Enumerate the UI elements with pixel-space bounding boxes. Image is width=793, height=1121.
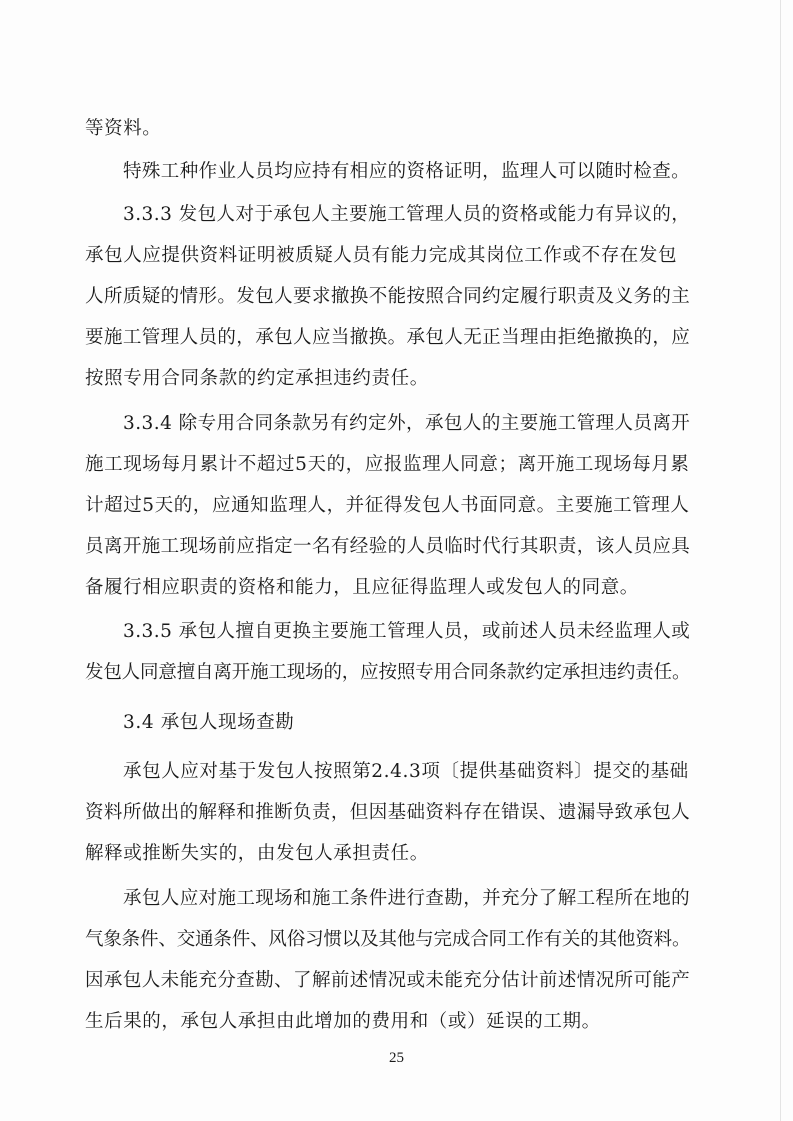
text-line-3: 3.3.3 发包人对于承包人主要施工管理人员的资格或能力有异议的， [123,204,691,225]
text-line-19: 承包人应对施工现场和施工条件进行查勘，并充分了解工程所在地的 [123,888,691,909]
page-number: 25 [389,1050,404,1066]
text-line-14: 发包人同意擅自离开施工现场的，应按照专用合同条款约定承担违约责任。 [85,662,691,683]
section-heading: 3.4 承包人现场查勘 [123,712,295,733]
text-line-2: 特殊工种作业人员均应持有相应的资格证明，监理人可以随时检查。 [123,161,691,182]
text-line-8: 3.3.4 除专用合同条款另有约定外，承包人的主要施工管理人员离开 [123,413,691,434]
text-line-18: 解释或推断失实的，由发包人承担责任。 [85,843,429,864]
text-line-12: 备履行相应职责的资格和能力，且应征得监理人或发包人的同意。 [85,577,639,598]
scan-edge-line [780,0,781,1121]
text-line-16: 承包人应对基于发包人按照第2.4.3项〔提供基础资料〕提交的基础 [123,761,689,782]
text-line-17: 资料所做出的解释和推断负责，但因基础资料存在错误、遗漏导致承包人 [85,802,691,823]
text-line-7: 按照专用合同条款的约定承担违约责任。 [85,368,429,389]
text-line-9: 施工现场每月累计不超过5天的，应报监理人同意；离开施工现场每月累 [85,454,690,475]
text-line-10: 计超过5天的，应通知监理人，并征得发包人书面同意。主要施工管理人 [85,495,690,516]
text-line-4: 承包人应提供资料证明被质疑人员有能力完成其岗位工作或不存在发包 [85,245,678,266]
text-line-13: 3.3.5 承包人擅自更换主要施工管理人员，或前述人员未经监理人或 [123,621,691,642]
text-line-22: 生后果的，承包人承担由此增加的费用和（或）延误的工期。 [85,1011,601,1032]
text-line-5: 人所质疑的情形。发包人要求撤换不能按照合同约定履行职责及义务的主 [85,286,691,307]
text-line-20: 气象条件、交通条件、风俗习惯以及其他与完成合同工作有关的其他资料。 [85,929,691,950]
text-line-1: 等资料。 [85,118,162,139]
text-line-6: 要施工管理人员的，承包人应当撤换。承包人无正当理由拒绝撤换的，应 [85,327,691,348]
text-line-21: 因承包人未能充分查勘、了解前述情况或未能充分估计前述情况所可能产 [85,970,691,991]
text-line-11: 员离开施工现场前应指定一名有经验的人员临时代行其职责，该人员应具 [85,536,691,557]
